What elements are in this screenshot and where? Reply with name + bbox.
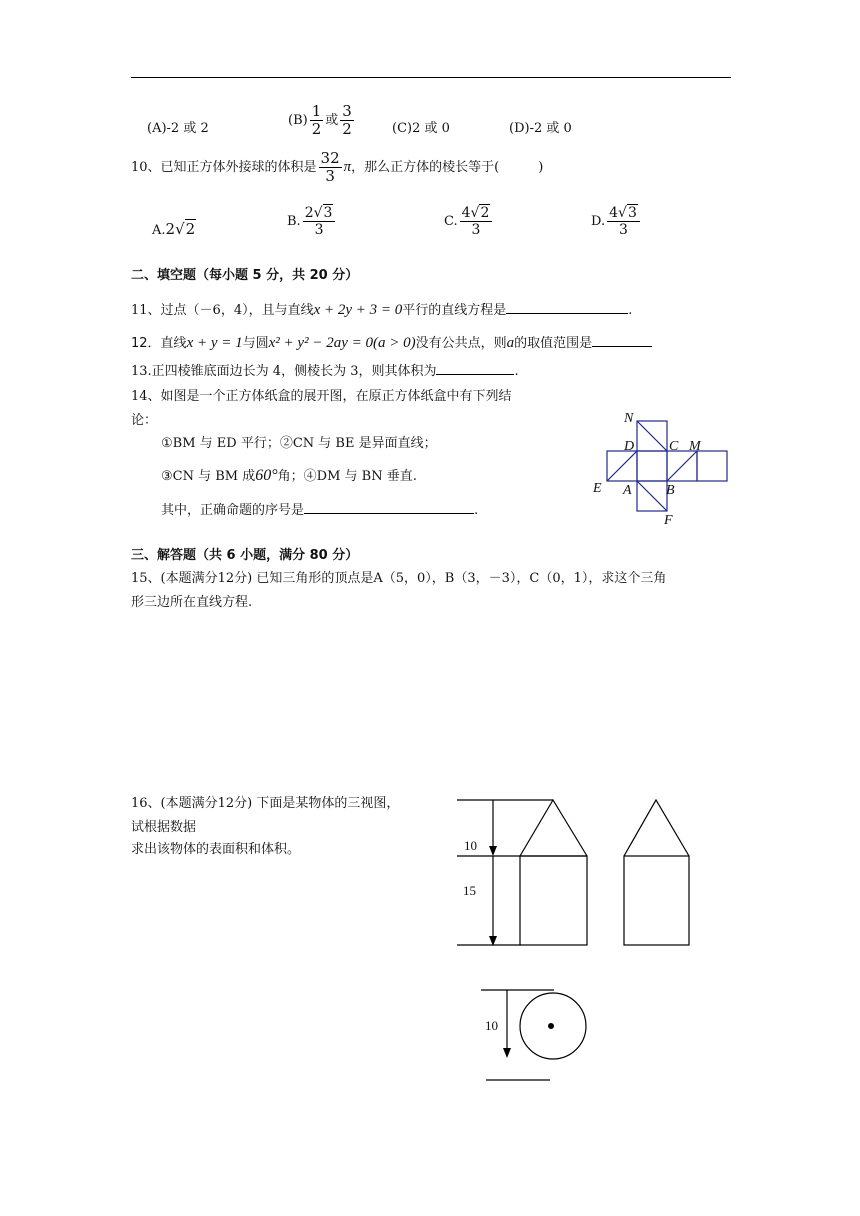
q14-line1: 14、如图是一个正方体纸盒的展开图，在原正方体纸盒中有下列结 (131, 389, 512, 404)
q16-line2: 试根据数据 (131, 820, 197, 835)
q12-question: 12．直线x + y = 1与圆x² + y² − 2ay = 0(a > 0)没有公共点，则a的取值范围是 (131, 332, 652, 352)
dim-label-circle: 10 (485, 1018, 498, 1033)
q10-option-b: B. $\frac{2√3}{3}$ (287, 206, 337, 237)
top-view-center-dot (548, 1023, 554, 1029)
side-view-rectangle (624, 856, 689, 945)
label-c: C (669, 439, 679, 454)
net-diagonal-af (637, 481, 667, 511)
cube-net-figure (588, 406, 733, 530)
q9-option-b: (B) $\frac{1}{2}$ 或 $\frac{3}{2}$ (288, 102, 352, 138)
q11-question: 11、过点（－6，4），且与直线x + 2y + 3 = 0平行的直线方程是 . (131, 302, 633, 318)
header-rule (131, 77, 731, 78)
q14-line3: ①BM 与 ED 平行；②CN 与 BE 是异面直线； (161, 436, 437, 451)
net-face-far-right (697, 451, 727, 481)
net-diagonal-ed (607, 451, 637, 481)
arrowhead-circle (503, 1048, 511, 1058)
net-diagonal-nc (637, 421, 667, 451)
front-view-rectangle (520, 856, 587, 945)
q14-line4: ③CN 与 BM 成60°角；④DM 与 BN 垂直. (161, 467, 417, 484)
front-view-triangle (520, 800, 587, 856)
label-e: E (593, 481, 602, 496)
q16-line1: 16、(本题满分12分) 下面是某物体的三视图， (131, 796, 400, 811)
label-n: N (624, 411, 634, 426)
q16-line3: 求出该物体的表面积和体积。 (131, 842, 301, 857)
q14-line5: 其中，正确命题的序号是 . (161, 503, 479, 518)
net-diagonal-bm (667, 451, 697, 481)
dim-label-mid: 15 (463, 883, 476, 898)
q15-line1: 15、(本题满分12分) 已知三角形的顶点是A（5，0），B（3，－3），C（0，1），求这个三角 (131, 571, 667, 586)
three-view-figure (440, 790, 710, 1090)
q10-option-c: C. $\frac{4√2}{3}$ (444, 206, 494, 237)
dim-label-top: 10 (464, 838, 477, 853)
q10-question: 10、已知正方体外接球的体积是 $\frac{32}{3}$ π，那么正方体的棱长等于( ) (131, 149, 544, 185)
label-a: A (623, 483, 632, 498)
label-b: B (666, 483, 675, 498)
side-view-triangle (624, 800, 689, 856)
q10-option-a: A.2√2 (152, 220, 196, 238)
arrowhead-top (489, 846, 497, 856)
q10-option-d: D. $\frac{4√3}{3}$ (591, 206, 642, 237)
q14-line2: 论： (131, 413, 158, 428)
q15-line2: 形三边所在直线方程. (131, 595, 253, 610)
label-f: F (664, 513, 673, 528)
section2-title: 二、填空题（每小题 5 分，共 20 分） (131, 268, 359, 283)
q9-option-d: (D)-2 或 0 (509, 121, 572, 136)
net-face-center (637, 451, 667, 481)
label-m: M (689, 439, 701, 454)
label-d: D (624, 439, 635, 454)
q13-question: 13.正四棱锥底面边长为 4，侧棱长为 3，则其体积为 . (131, 364, 519, 379)
q9-option-c: (C)2 或 0 (392, 121, 450, 136)
q9-option-a: (A)-2 或 2 (147, 121, 209, 136)
section3-title: 三、解答题（共 6 小题，满分 80 分） (131, 548, 359, 563)
